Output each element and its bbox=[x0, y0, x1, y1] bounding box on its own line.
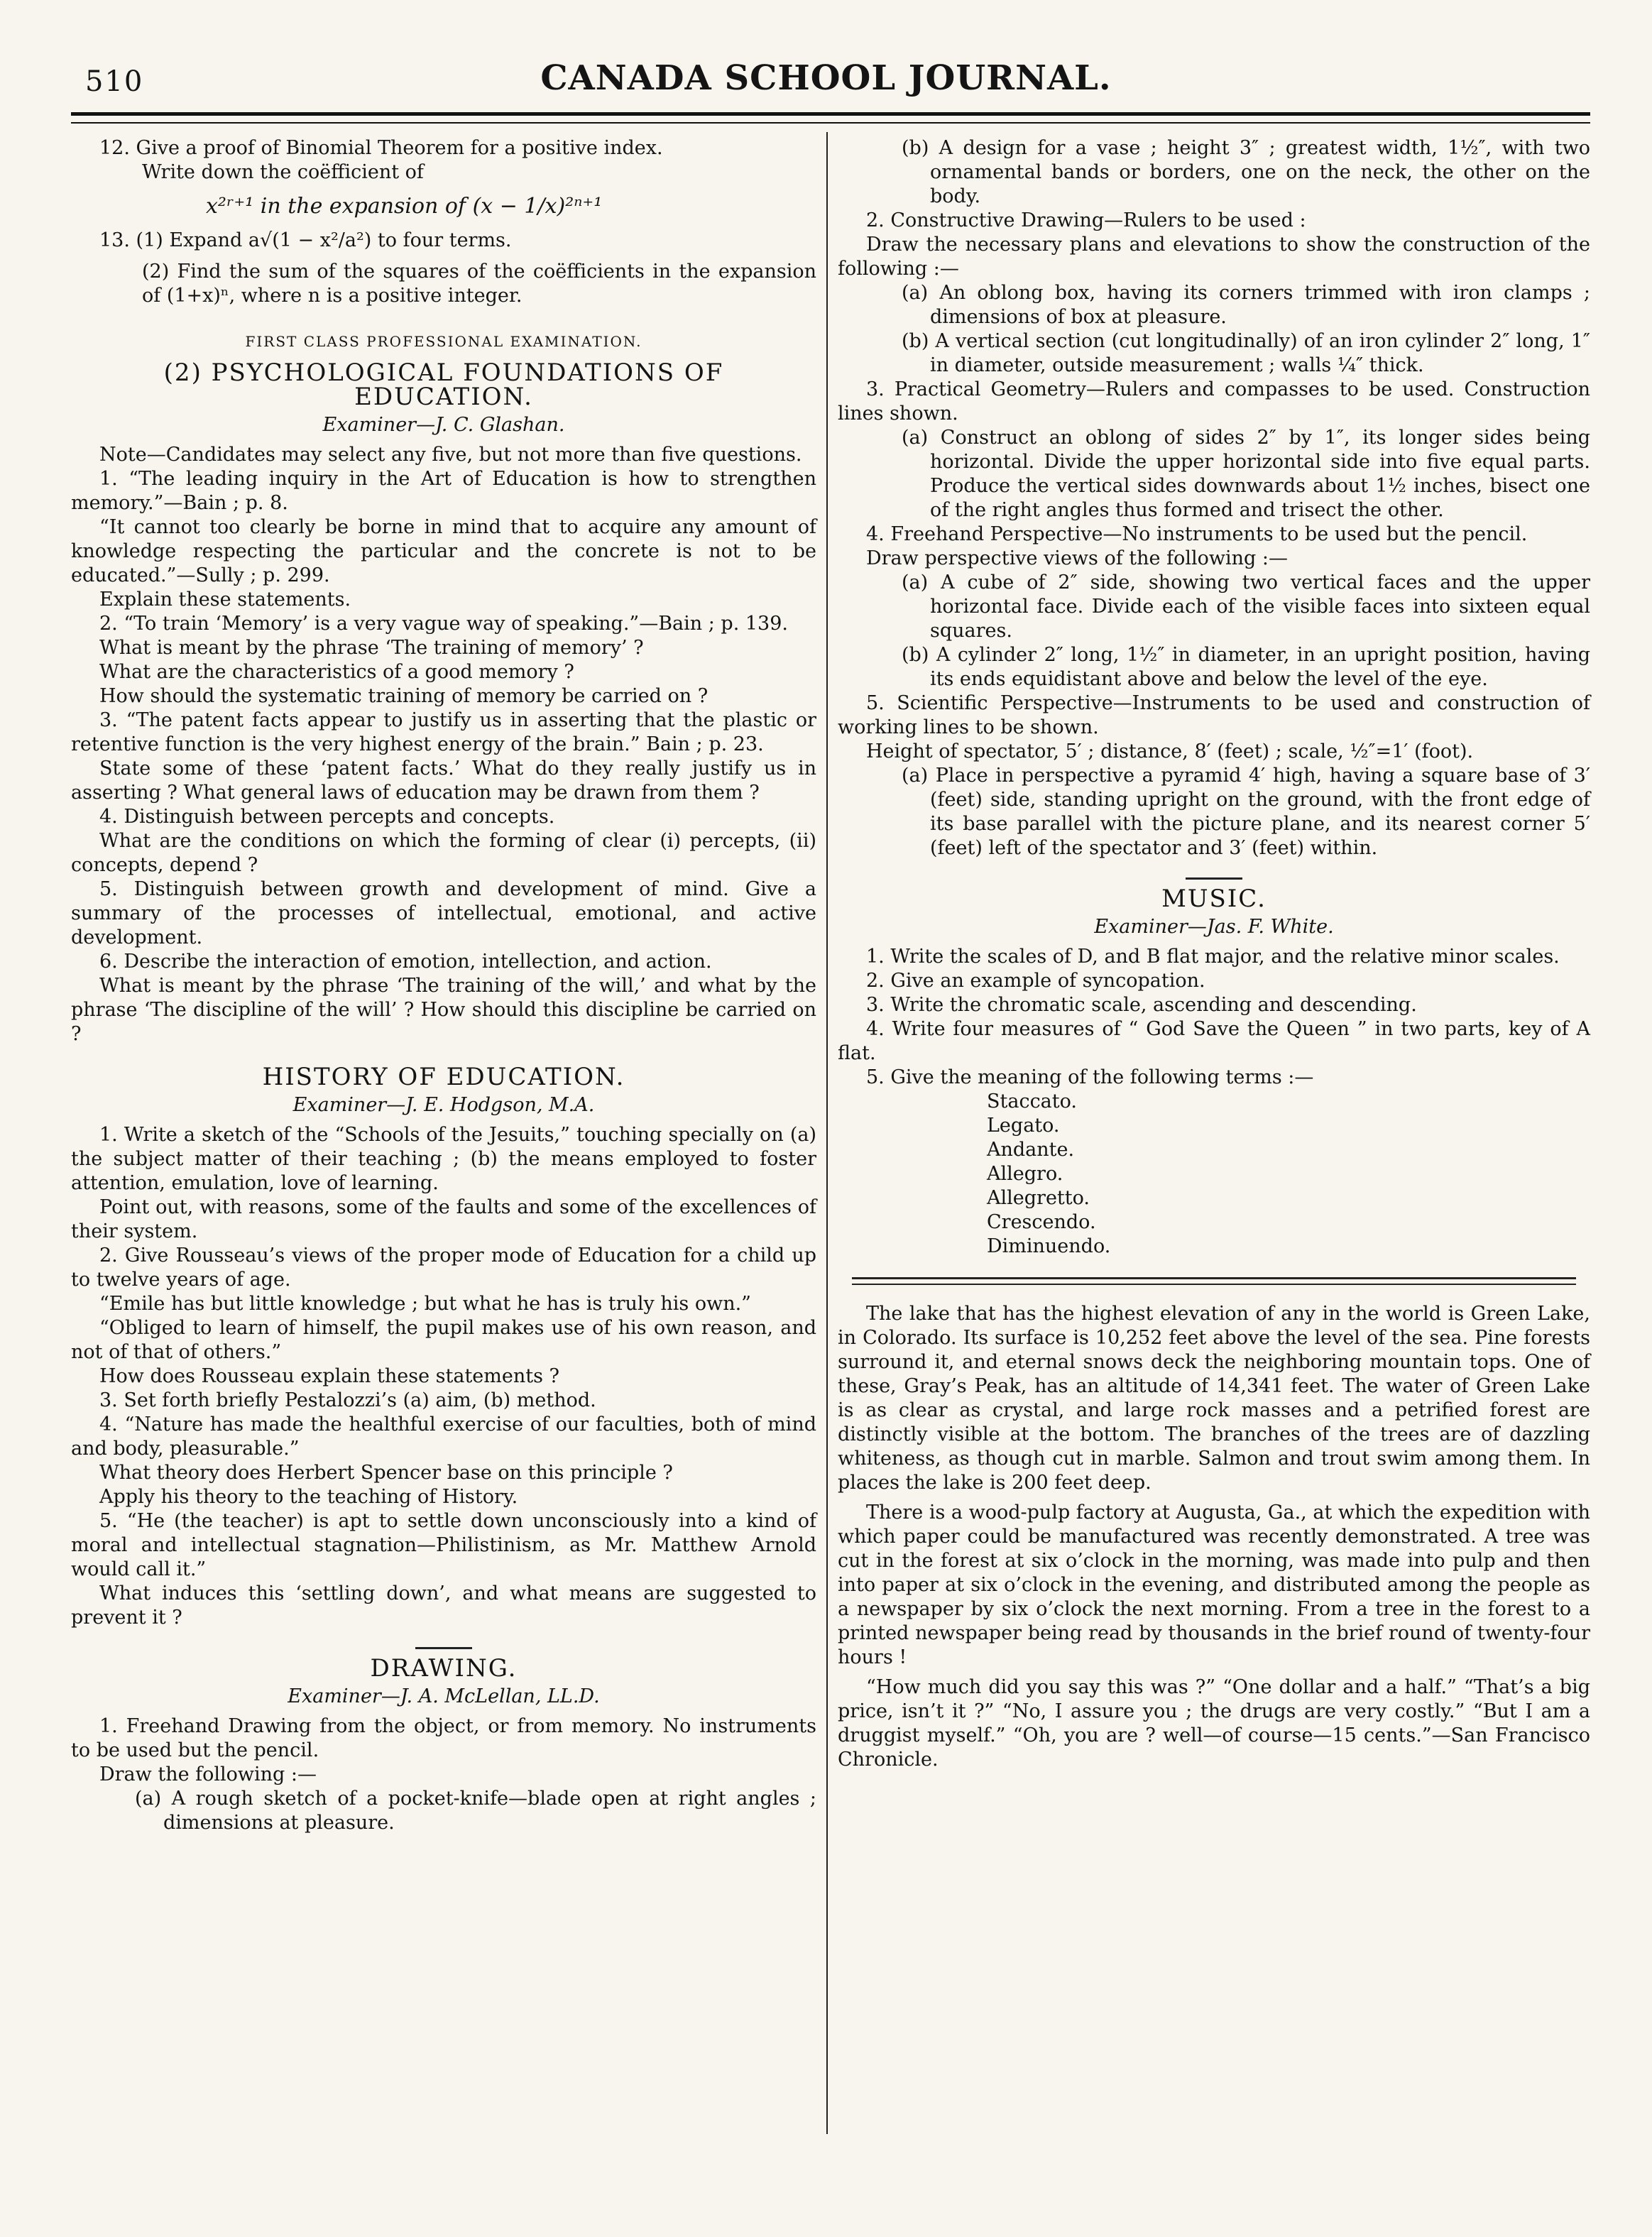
drawing-cont-para: (b) A vertical section (cut longitudinally) of an iron cylinder 2″ long, 1″ in diameter, outside measurement ; walls ¼″ thick. bbox=[902, 330, 1590, 376]
psychology-heading: (2) PSYCHOLOGICAL FOUNDATIONS OF EDUCATION. bbox=[163, 359, 724, 411]
history-para: 3. Set forth briefly Pestalozzi’s (a) aim, (b) method. bbox=[99, 1389, 596, 1411]
psychology-para: 3. “The patent facts appear to justify us in asserting that the plastic or retentive function is the very highest energy of the brain.” Bain ; p. 23. bbox=[71, 709, 816, 755]
column-divider bbox=[826, 132, 828, 2134]
section-rule bbox=[1186, 877, 1242, 880]
history-examiner: Examiner—J. E. Hodgson, M.A. bbox=[292, 1094, 595, 1116]
article-para: The lake that has the highest elevation of any in the world is Green Lake, in Colorado. Its surface is 10,252 feet above the level of the sea. Pine forests surround it, and eternal snows deck the neighboring mountain tops. One of these, Gray’s Peak, has an altitude of 14,341 feet. The water of Green Lake is as clear as crystal, and large rock masses and a petrified forest are distinctly visible at the bottom. The branches of the trees are of dazzling whiteness, as though cut in marble. Salmon and trout swim among them. In places the lake is 200 feet deep. bbox=[838, 1303, 1590, 1494]
psychology-para: 5. Distinguish between growth and development of mind. Give a summary of the processes of intellectual, emotional, and active development. bbox=[71, 878, 816, 948]
question-12: 12. Give a proof of Binomial Theorem for a positive index. bbox=[99, 137, 663, 159]
drawing-cont-para: 3. Practical Geometry—Rulers and compasses to be used. Construction lines shown. bbox=[838, 378, 1590, 425]
history-para: Point out, with reasons, some of the faults and some of the excellences of their system. bbox=[71, 1196, 816, 1242]
psychology-examiner: Examiner—J. C. Glashan. bbox=[322, 414, 565, 436]
history-para: How does Rousseau explain these statements ? bbox=[99, 1365, 560, 1387]
history-para: What induces this ‘settling down’, and what means are suggested to prevent it ? bbox=[71, 1582, 816, 1629]
drawing-cont-para: (a) Construct an oblong of sides 2″ by 1″, its longer sides being horizontal. Divide the upper horizontal side into five equal parts. Produce the vertical sides downwards about 1½ inches, bisect one of the right angles thus formed and trisect the other. bbox=[902, 427, 1590, 521]
left-column bbox=[71, 136, 816, 1835]
drawing-cont-para: Height of spectator, 5′ ; distance, 8′ (feet) ; scale, ½″=1′ (foot). bbox=[866, 740, 1474, 762]
drawing-cont-para: Draw perspective views of the following :— bbox=[866, 547, 1288, 569]
music-term: Diminuendo. bbox=[987, 1235, 1111, 1257]
drawing-cont-para: 5. Scientific Perspective—Instruments to be used and construction of working lines to be shown. bbox=[838, 692, 1590, 738]
psychology-para: 6. Describe the interaction of emotion, intellection, and action. bbox=[99, 951, 712, 973]
music-terms bbox=[987, 1090, 1590, 1259]
question-12-sub: Write down the coëfficient of bbox=[142, 161, 424, 183]
drawing-cont-para: (b) A cylinder 2″ long, 1½″ in diameter, in an upright position, having its ends equidistant above and below the level of the eye. bbox=[902, 644, 1590, 690]
music-examiner: Examiner—Jas. F. White. bbox=[1094, 916, 1334, 938]
psychology-para: How should the systematic training of memory be carried on ? bbox=[99, 685, 709, 707]
music-para: 4. Write four measures of “ God Save the Queen ” in two parts, key of A flat. bbox=[838, 1018, 1590, 1064]
section-rule bbox=[415, 1647, 472, 1649]
drawing-cont-para: (a) Place in perspective a pyramid 4′ high, having a square base of 3′ (feet) side, standing upright on the ground, with the front edge of its base parallel with the picture plane, and its nearest corner 5′ (feet) left of the spectator and 3′ (feet) within. bbox=[902, 765, 1590, 859]
psychology-para: What is meant by the phrase ‘The training of the will,’ and what by the phrase ‘The discipline of the will’ ? How should this discipline be carried on ? bbox=[71, 975, 816, 1045]
article-para: There is a wood-pulp factory at Augusta, Ga., at which the expedition with which paper could be manufactured was recently demonstrated. A tree was cut in the forest at six o’clock in the morning, was made into pulp and then into paper at six o’clock in the evening, and distributed among the people as a newspaper by six o’clock the next morning. From a tree in the forest to a printed newspaper being read by thousands in the brief round of twenty-four hours ! bbox=[838, 1502, 1590, 1668]
article-para: “How much did you say this was ?” “One dollar and a half.” “That’s a big price, isn’t it ?” “No, I assure you ; the drugs are very costly.” “But I am a druggist myself.” “Oh, you are ? well—of course—15 cents.”—San Francisco Chronicle. bbox=[838, 1676, 1590, 1771]
drawing-cont-para: (b) A design for a vase ; height 3″ ; greatest width, 1½″, with two ornamental bands or borders, one on the neck, the other on the body. bbox=[902, 137, 1590, 207]
music-para: 2. Give an example of syncopation. bbox=[866, 970, 1205, 992]
article-rule-thin bbox=[852, 1284, 1576, 1285]
binomial-formula: x²ʳ⁺¹ in the expansion of (x − 1/x)²ⁿ⁺¹ bbox=[206, 194, 603, 219]
exam-heading: FIRST CLASS PROFESSIONAL EXAMINATION. bbox=[245, 333, 642, 350]
right-column bbox=[838, 136, 1590, 1772]
psychology-para: “It cannot too clearly be borne in mind that to acquire any amount of knowledge respecting the particular and the concrete is not to be educated.”—Sully ; p. 299. bbox=[71, 516, 816, 586]
psychology-para: What are the characteristics of a good memory ? bbox=[99, 661, 574, 683]
drawing-cont-para: 4. Freehand Perspective—No instruments to be used but the pencil. bbox=[866, 523, 1528, 545]
history-para: 4. “Nature has made the healthful exercise of our faculties, both of mind and body, pleasurable.” bbox=[71, 1413, 816, 1460]
history-para: 1. Write a sketch of the “Schools of the Jesuits,” touching specially on (a) the subject matter of their teaching ; (b) the means employed to foster attention, emulation, love of learning. bbox=[71, 1124, 816, 1194]
drawing-cont-para: Draw the necessary plans and elevations to show the construction of the following :— bbox=[838, 234, 1590, 280]
history-para: What theory does Herbert Spencer base on this principle ? bbox=[99, 1462, 673, 1484]
question-13-part-2: (2) Find the sum of the squares of the coëfficients in the expansion of (1+x)ⁿ, where n is a positive integer. bbox=[142, 261, 816, 307]
drawing-examiner: Examiner—J. A. McLellan, LL.D. bbox=[288, 1685, 600, 1707]
psychology-para: 2. “To train ‘Memory’ is a very vague way of speaking.”—Bain ; p. 139. bbox=[99, 613, 788, 635]
music-term: Allegro. bbox=[987, 1163, 1063, 1185]
history-para: Apply his theory to the teaching of History. bbox=[99, 1486, 518, 1508]
psychology-para: Note—Candidates may select any five, but not more than five questions. bbox=[99, 444, 802, 466]
question-13: 13. (1) Expand a√(1 − x²/a²) to four terms. bbox=[99, 229, 512, 251]
history-para: “Emile has but little knowledge ; but what he has is truly his own.” bbox=[99, 1293, 751, 1315]
music-term: Staccato. bbox=[987, 1090, 1077, 1112]
psychology-para: 4. Distinguish between percepts and concepts. bbox=[99, 806, 555, 828]
journal-title: CANADA SCHOOL JOURNAL. bbox=[540, 58, 1112, 98]
music-para: 3. Write the chromatic scale, ascending and descending. bbox=[866, 994, 1417, 1016]
drawing-para: Draw the following :— bbox=[99, 1763, 317, 1785]
drawing-cont-para: (a) A cube of 2″ side, showing two vertical faces and the upper horizontal face. Divide each of the visible faces into sixteen equal squares. bbox=[902, 571, 1590, 642]
music-term: Allegretto. bbox=[987, 1187, 1090, 1209]
header-rule bbox=[71, 112, 1590, 116]
drawing-para: (a) A rough sketch of a pocket-knife—blade open at right angles ; dimensions at pleasure. bbox=[135, 1788, 816, 1834]
page-number: 510 bbox=[85, 65, 144, 98]
drawing-cont-para: (a) An oblong box, having its corners trimmed with iron clamps ; dimensions of box at pleasure. bbox=[902, 282, 1590, 328]
music-term: Crescendo. bbox=[987, 1211, 1096, 1233]
header-rule-thin bbox=[71, 122, 1590, 124]
drawing-cont-para: 2. Constructive Drawing—Rulers to be used : bbox=[866, 209, 1306, 231]
psychology-para: 1. “The leading inquiry in the Art of Education is how to strengthen memory.”—Bain ; p. 8. bbox=[71, 468, 816, 514]
history-para: 5. “He (the teacher) is apt to settle down unconsciously into a kind of moral and intellectual stagnation—Philistinism, as Mr. Matthew Arnold would call it.” bbox=[71, 1510, 816, 1580]
article-rule bbox=[852, 1277, 1576, 1279]
psychology-para: Explain these statements. bbox=[99, 589, 351, 611]
psychology-para: State some of these ‘patent facts.’ What do they really justify us in asserting ? What general laws of education may be drawn from them ? bbox=[71, 757, 816, 804]
music-term: Legato. bbox=[987, 1115, 1060, 1137]
drawing-heading: DRAWING. bbox=[370, 1654, 518, 1683]
psychology-para: What are the conditions on which the forming of clear (i) percepts, (ii) concepts, depend ? bbox=[71, 830, 816, 876]
psychology-para: What is meant by the phrase ‘The training of memory’ ? bbox=[99, 637, 644, 659]
music-heading: MUSIC. bbox=[1161, 885, 1267, 913]
music-para: 1. Write the scales of D, and B flat major, and the relative minor scales. bbox=[866, 946, 1560, 968]
music-para: 5. Give the meaning of the following terms :— bbox=[866, 1066, 1314, 1088]
music-term: Andante. bbox=[987, 1139, 1075, 1161]
drawing-para: 1. Freehand Drawing from the object, or from memory. No instruments to be used but the pencil. bbox=[71, 1715, 816, 1761]
history-para: 2. Give Rousseau’s views of the proper mode of Education for a child up to twelve years of age. bbox=[71, 1245, 816, 1291]
history-para: “Obliged to learn of himself, the pupil makes use of his own reason, and not of that of others.” bbox=[71, 1317, 816, 1363]
history-heading: HISTORY OF EDUCATION. bbox=[262, 1063, 625, 1091]
